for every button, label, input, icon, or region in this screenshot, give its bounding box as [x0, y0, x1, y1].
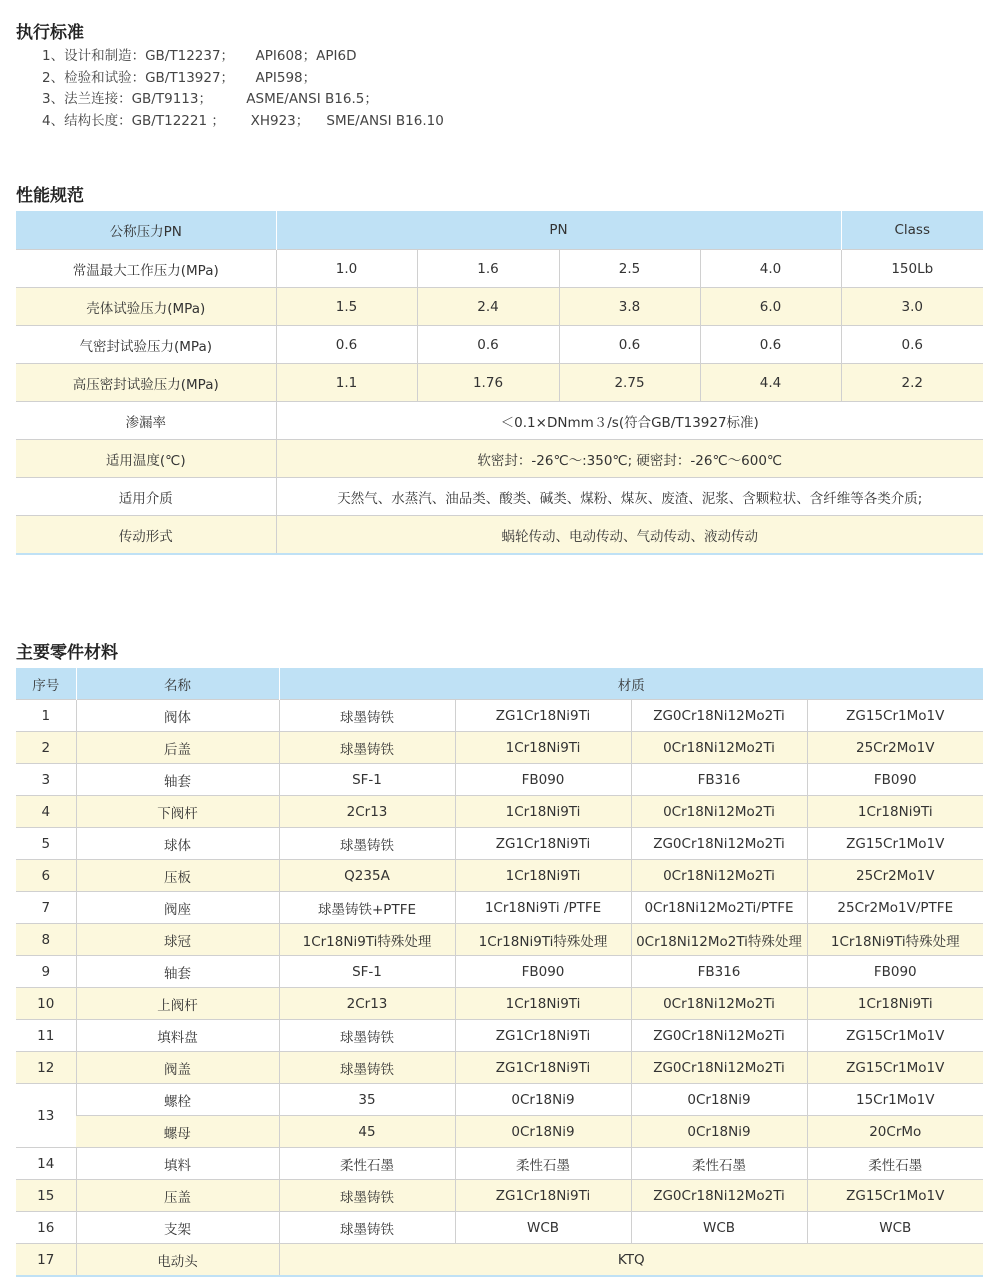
performance-row — [16, 478, 983, 516]
row-label: 渗漏率 — [16, 402, 276, 440]
materials-title: 主要零件材料 — [16, 643, 118, 663]
table-row — [16, 732, 983, 764]
material-cell: ZG15Cr1Mo1V — [807, 1180, 983, 1212]
material-cell: 球墨铸铁 — [279, 1180, 455, 1212]
part-name: 螺栓 — [76, 1084, 279, 1116]
material-cell: 45 — [279, 1116, 455, 1148]
material-cell: 球墨铸铁 — [279, 1212, 455, 1244]
table-row — [16, 764, 983, 796]
table-row — [16, 796, 983, 828]
material-cell: 1Cr18Ni9Ti — [455, 796, 631, 828]
material-cell: 2Cr13 — [279, 796, 455, 828]
cell: 1.6 — [417, 250, 559, 288]
material-cell: 0Cr18Ni9 — [455, 1084, 631, 1116]
material-cell: ZG0Cr18Ni12Mo2Ti — [631, 1020, 807, 1052]
row-no: 10 — [16, 988, 76, 1020]
material-cell: Q235A — [279, 860, 455, 892]
material-cell: 1Cr18Ni9Ti — [807, 988, 983, 1020]
header-class: Class — [841, 211, 983, 250]
part-name: 填料盘 — [76, 1020, 279, 1052]
table-row — [16, 860, 983, 892]
cell: 4.4 — [700, 364, 841, 402]
part-name: 后盖 — [76, 732, 279, 764]
cell: 2.5 — [559, 250, 700, 288]
material-cell: ZG0Cr18Ni12Mo2Ti — [631, 1052, 807, 1084]
material-cell: ZG15Cr1Mo1V — [807, 700, 983, 732]
material-cell: 0Cr18Ni12Mo2Ti — [631, 988, 807, 1020]
table-row — [16, 924, 983, 956]
part-name: 压板 — [76, 860, 279, 892]
material-cell: ZG0Cr18Ni12Mo2Ti — [631, 1180, 807, 1212]
standards-title: 执行标准 — [16, 23, 84, 43]
material-cell: FB316 — [631, 764, 807, 796]
material-cell: 柔性石墨 — [455, 1148, 631, 1180]
material-cell: 35 — [279, 1084, 455, 1116]
table-row — [16, 956, 983, 988]
row-no: 16 — [16, 1212, 76, 1244]
part-name: 上阀杆 — [76, 988, 279, 1020]
standard-line: 4、结构长度：GB/T12221 ； XH923； SME/ANSI B16.10 — [42, 112, 444, 129]
material-cell: 0Cr18Ni9 — [631, 1084, 807, 1116]
material-cell: WCB — [455, 1212, 631, 1244]
material-cell: 0Cr18Ni12Mo2Ti — [631, 796, 807, 828]
performance-row — [16, 402, 983, 440]
part-name: 支架 — [76, 1212, 279, 1244]
performance-row — [16, 364, 983, 402]
material-cell: 球墨铸铁 — [279, 732, 455, 764]
row-no: 15 — [16, 1180, 76, 1212]
part-name: 压盖 — [76, 1180, 279, 1212]
span-cell: ＜0.1×DNmm３/s(符合GB/T13927标准) — [276, 402, 983, 440]
material-cell: 0Cr18Ni9 — [455, 1116, 631, 1148]
cell: 150Lb — [841, 250, 983, 288]
material-cell: 1Cr18Ni9Ti特殊处理 — [455, 924, 631, 956]
performance-table — [16, 211, 983, 555]
material-cell: 25Cr2Mo1V — [807, 732, 983, 764]
header-pressure-pn: 公称压力PN — [16, 211, 276, 250]
material-cell: 1Cr18Ni9Ti — [455, 732, 631, 764]
standard-line: 3、法兰连接：GB/T9113； ASME/ANSI B16.5； — [42, 91, 378, 107]
header-name: 名称 — [76, 668, 279, 700]
table-row — [16, 700, 983, 732]
row-label: 适用介质 — [16, 478, 276, 516]
row-no: 6 — [16, 860, 76, 892]
material-cell: 球墨铸铁+PTFE — [279, 892, 455, 924]
performance-row — [16, 440, 983, 478]
material-cell: ZG15Cr1Mo1V — [807, 828, 983, 860]
material-cell: FB090 — [455, 764, 631, 796]
span-cell: 蜗轮传动、电动传动、气动传动、液动传动 — [276, 516, 983, 555]
row-no: 2 — [16, 732, 76, 764]
material-cell: 0Cr18Ni12Mo2Ti — [631, 732, 807, 764]
materials-header-row — [16, 668, 983, 700]
table-row — [16, 828, 983, 860]
cell: 3.8 — [559, 288, 700, 326]
table-row — [16, 1148, 983, 1180]
performance-row — [16, 326, 983, 364]
table-row — [16, 1212, 983, 1244]
part-name: 轴套 — [76, 764, 279, 796]
material-cell: FB316 — [631, 956, 807, 988]
material-cell: 1Cr18Ni9Ti — [807, 796, 983, 828]
cell: 2.4 — [417, 288, 559, 326]
row-no: 4 — [16, 796, 76, 828]
material-cell: 1Cr18Ni9Ti特殊处理 — [807, 924, 983, 956]
cell: 0.6 — [276, 326, 417, 364]
material-cell: 0Cr18Ni12Mo2Ti/PTFE — [631, 892, 807, 924]
standards-list — [42, 46, 444, 132]
material-cell: WCB — [807, 1212, 983, 1244]
material-cell: 柔性石墨 — [279, 1148, 455, 1180]
performance-title: 性能规范 — [16, 186, 84, 206]
table-row — [16, 1180, 983, 1212]
performance-header-row — [16, 211, 983, 250]
material-cell: FB090 — [455, 956, 631, 988]
row-label: 传动形式 — [16, 516, 276, 555]
cell: 1.1 — [276, 364, 417, 402]
header-material: 材质 — [279, 668, 983, 700]
material-cell: ZG1Cr18Ni9Ti — [455, 828, 631, 860]
cell: 0.6 — [841, 326, 983, 364]
part-name: 螺母 — [76, 1116, 279, 1148]
span-cell: 软密封：-26℃～:350℃; 硬密封：-26℃～600℃ — [276, 440, 983, 478]
material-cell: 柔性石墨 — [631, 1148, 807, 1180]
material-cell: FB090 — [807, 956, 983, 988]
table-row — [16, 1244, 983, 1277]
cell: 4.0 — [700, 250, 841, 288]
row-no: 11 — [16, 1020, 76, 1052]
cell: 0.6 — [559, 326, 700, 364]
material-cell: SF-1 — [279, 764, 455, 796]
row-label: 常温最大工作压力(MPa) — [16, 250, 276, 288]
material-cell: ZG15Cr1Mo1V — [807, 1020, 983, 1052]
material-cell: 球墨铸铁 — [279, 1052, 455, 1084]
material-cell: 25Cr2Mo1V/PTFE — [807, 892, 983, 924]
row-no: 12 — [16, 1052, 76, 1084]
material-cell: 25Cr2Mo1V — [807, 860, 983, 892]
header-no: 序号 — [16, 668, 76, 700]
span-cell: 天然气、水蒸汽、油品类、酸类、碱类、煤粉、煤灰、废渣、泥浆、含颗粒状、含纤维等各类介质; — [276, 478, 983, 516]
cell: 0.6 — [700, 326, 841, 364]
material-cell: ZG1Cr18Ni9Ti — [455, 1052, 631, 1084]
material-cell: ZG0Cr18Ni12Mo2Ti — [631, 828, 807, 860]
material-cell: 1Cr18Ni9Ti — [455, 860, 631, 892]
table-row — [16, 1116, 983, 1148]
row-label: 气密封试验压力(MPa) — [16, 326, 276, 364]
performance-row — [16, 288, 983, 326]
part-name: 球体 — [76, 828, 279, 860]
table-row — [16, 1084, 983, 1116]
material-cell: 球墨铸铁 — [279, 1020, 455, 1052]
material-cell: ZG0Cr18Ni12Mo2Ti — [631, 700, 807, 732]
row-no: 9 — [16, 956, 76, 988]
material-cell: 20CrMo — [807, 1116, 983, 1148]
cell: 3.0 — [841, 288, 983, 326]
material-cell: 0Cr18Ni12Mo2Ti特殊处理 — [631, 924, 807, 956]
material-cell: 球墨铸铁 — [279, 700, 455, 732]
material-cell: 柔性石墨 — [807, 1148, 983, 1180]
material-cell: 0Cr18Ni9 — [631, 1116, 807, 1148]
part-name: 下阀杆 — [76, 796, 279, 828]
material-cell: FB090 — [807, 764, 983, 796]
row-label: 适用温度(℃) — [16, 440, 276, 478]
material-cell: 0Cr18Ni12Mo2Ti — [631, 860, 807, 892]
part-name: 填料 — [76, 1148, 279, 1180]
material-cell: WCB — [631, 1212, 807, 1244]
material-cell: 1Cr18Ni9Ti特殊处理 — [279, 924, 455, 956]
material-cell: 2Cr13 — [279, 988, 455, 1020]
cell: 2.75 — [559, 364, 700, 402]
part-name: 球冠 — [76, 924, 279, 956]
table-row — [16, 892, 983, 924]
performance-row — [16, 250, 983, 288]
material-cell: SF-1 — [279, 956, 455, 988]
performance-row — [16, 516, 983, 555]
row-label: 高压密封试验压力(MPa) — [16, 364, 276, 402]
cell: 1.0 — [276, 250, 417, 288]
row-no: 5 — [16, 828, 76, 860]
part-name: 阀盖 — [76, 1052, 279, 1084]
material-cell: ZG1Cr18Ni9Ti — [455, 1020, 631, 1052]
row-label: 壳体试验压力(MPa) — [16, 288, 276, 326]
row-no: 7 — [16, 892, 76, 924]
header-pn: PN — [276, 211, 841, 250]
cell: 6.0 — [700, 288, 841, 326]
table-row — [16, 1020, 983, 1052]
material-cell: 1Cr18Ni9Ti /PTFE — [455, 892, 631, 924]
part-name: 阀座 — [76, 892, 279, 924]
part-name: 阀体 — [76, 700, 279, 732]
material-span-cell: KTQ — [279, 1244, 983, 1277]
cell: 1.76 — [417, 364, 559, 402]
part-name: 电动头 — [76, 1244, 279, 1277]
row-no: 13 — [16, 1084, 76, 1148]
part-name: 轴套 — [76, 956, 279, 988]
material-cell: ZG1Cr18Ni9Ti — [455, 700, 631, 732]
materials-table — [16, 668, 983, 1277]
table-row — [16, 988, 983, 1020]
material-cell: 15Cr1Mo1V — [807, 1084, 983, 1116]
row-no: 1 — [16, 700, 76, 732]
material-cell: ZG15Cr1Mo1V — [807, 1052, 983, 1084]
cell: 0.6 — [417, 326, 559, 364]
table-row — [16, 1052, 983, 1084]
material-cell: ZG1Cr18Ni9Ti — [455, 1180, 631, 1212]
standard-line: 1、设计和制造：GB/T12237； API608；API6D — [42, 48, 357, 64]
material-cell: 球墨铸铁 — [279, 828, 455, 860]
row-no: 17 — [16, 1244, 76, 1277]
material-cell: 1Cr18Ni9Ti — [455, 988, 631, 1020]
row-no: 3 — [16, 764, 76, 796]
standard-line: 2、检验和试验：GB/T13927； API598； — [42, 69, 317, 86]
row-no: 14 — [16, 1148, 76, 1180]
cell: 2.2 — [841, 364, 983, 402]
cell: 1.5 — [276, 288, 417, 326]
row-no: 8 — [16, 924, 76, 956]
